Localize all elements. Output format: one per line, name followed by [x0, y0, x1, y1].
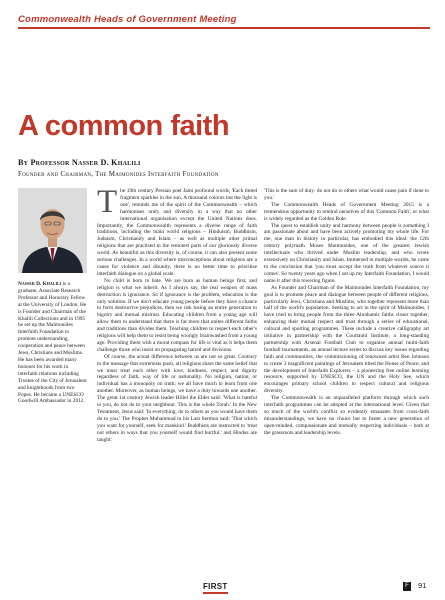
paragraph: No child is born to hate. We are born as human beings first, and religion is what we inherit. As I always say, the real weapon of mass destruction is ignorance. So if ignorance is the problem, education is the only solution. If we don't educate young people before they have a chance to form destructive prejudices, then we risk losing an entire generation to bigotry and mutual mistrust. Educating children from a young age will allow them to understand that there is far more that unites different faiths and traditions than divides them. Teaching children to respect each other's religions will help them to resist being wrongly brainwashed from a young age. Providing them with a moral compass for life is vital as it helps them challenge those who insist on propagating hatred and divisions.: [97, 277, 257, 353]
paragraph-text: he 19th century Persian poet Jami profound words, 'Each tinted fragment sparkles in the sun, A thousand colours but the light is one', reminds me of the spirit of the Commonwealth – which harmonises unity and diversity in a way that no other international organisation except the United Nations does. Importantly, the Commonwealth represents a diverse range of faith traditions, including the main world religions – Hinduism, Buddhism, Judaism, Christianity and Islam – as well as multiple other primal religions that are practised in the remotest parts of our gloriously diverse world. As beautiful as this diversity is, of course, it can also present some serious challenges. In a world where misconceptions about religions are a cause for violence and disunity, there is no better time to prioritise interfaith dialogue on a global scale.: [97, 188, 257, 277]
paragraph: The Commonwealth is an unparalleled platform through which such interfaith programmes can be adopted at the international level. Given that so much of the world's conflict so evidently emanates from cross-faith misunderstandings, we have no choice but to foster a new generation of open-minded, compassionate and mutually respecting individuals – both at the grassroots and leadership levels.: [264, 395, 429, 436]
article-column-2: [264, 188, 429, 437]
article-headline: A common faith: [18, 110, 230, 142]
publication-logo: [203, 582, 228, 594]
paragraph: The quest to establish unity and harmony between people is something I am passionate about and have been actively promoting my whole life. For me, one man in history in particular, has embodied this ideal: the 12th century polymath Moses Maimonides, one of the greatest Jewish intellectuals who thrived under Muslim leadership, and who wrote extensively on Christianity and Islam. Immersed in multiple worlds, he came to the conclusion that 'you must accept the truth from whatever source it comes'. So twenty years ago when I set up my Interfaith Foundation, I would name it after this towering figure.: [264, 222, 429, 284]
article-byline: By Professor Nasser D. Khalili: [18, 158, 141, 167]
end-mark-icon: F: [403, 582, 411, 591]
logo-underline: [203, 592, 228, 594]
article-column-1: [97, 184, 257, 444]
paragraph: Of course, the actual difference between us are not so great. Contrary to the message that extremists push, all religions share the same belief that we must treat each other with love, kindness, respect, and dignity regardless of faith, way of life or nationality. No religion, nation, or individual has a monopoly on truth; we all have much to learn from one another. Moreover, as human beings, we have a duty towards one another. The great 1st century Jewish leader Hillel the Elder said: 'What is hateful to you, do not do to your neighbour. This is the whole Torah.' In the New Testament, Jesus said: 'In everything, do to others as you would have them do to you.' The Prophet Muhammad in his Last Sermon said: 'That which you want for yourself, seek for mankind.' Buddhists are instructed to 'treat not others in ways that you yourself would find hurtful.' and Hindus are taught:: [97, 353, 257, 443]
section-header: [18, 14, 430, 29]
header-rule: [18, 27, 430, 29]
author-portrait-image: [18, 188, 87, 273]
author-role: Founder and Chairman, The Maimonides Interfaith Foundation: [18, 171, 219, 178]
paragraph: As Founder and Chairman of the Maimonides Interfaith Foundation, my goal is to promote peace and dialogue between people of different religions, particularly Jews, Christians and Muslims, who together represent more than half of the world's population. Seeking to act in the spirit of Maimonides, I have tried to bring people from the three Abrahamic faiths closer together, enhancing their mutual respect and trust through a series of educational, cultural and sporting programmes. These include a creative calligraphy art initiative in partnership with the Courtauld Institute, a long-standing partnership with Arsenal Football Club to organise annual multi-faith football tournaments, an annual lecture series to discuss key issues regarding faith and communities, the commissioning of renowned artist Ben Johnson to create 3 magnificent paintings of Jerusalem titled the House of Peace, and the development of Interfaith Explorers – a pioneering free online learning resource, supported by UNESCO, the UN and the Holy See, which encourages primary school children to respect cultural and religious diversity.: [264, 284, 429, 395]
paragraph: The Commonwealth Heads of Government Meeting 2015 is a tremendous opportunity to remind ourselves of this 'Common Faith', or what is widely regarded as the Golden Rule.: [264, 201, 429, 222]
caption-text: is a graduate, Associate Research Professor and Honorary Fellow at the University of London. He is Founder and Chairman of the Khalili Collections and in 1995 he set up the Maimonides Interfaith Foundation to promote understanding, cooperation and peace between Jews, Christians and Muslims. He has been awarded many honours for his work in interfaith relations including Trustee of the City of Jerusalem and knighthoods from two Popes. He became a UNESCO Goodwill Ambassador in 2012.: [18, 281, 87, 405]
paragraph: [97, 184, 257, 278]
drop-cap: T: [97, 184, 118, 220]
author-caption: [18, 281, 88, 405]
author-photo: [18, 188, 87, 273]
caption-name: Nasser D. Khalili: [18, 281, 62, 287]
page-number: 91: [418, 581, 427, 590]
logo-text: FIRST: [203, 582, 228, 591]
section-title: Commonwealth Heads of Government Meeting: [18, 14, 237, 25]
paragraph: 'This is the sum of duty: do not do to others what would cause pain if done to you.': [264, 188, 429, 201]
